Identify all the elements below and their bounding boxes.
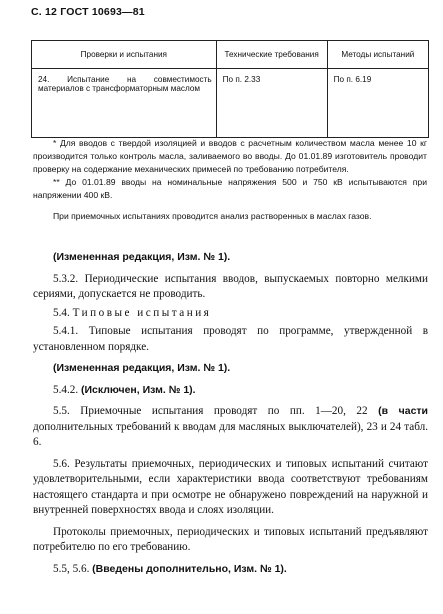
edition-note: (Измененная редакция, Изм. № 1). [53, 251, 231, 263]
footnotes [33, 137, 427, 223]
paragraph-5-6: 5.6. Результаты приемочных, периодических и типовых испытаний считают удовлетворительными, если характеристики ввода соответствуют требованиям настоящего стандарта и при осмотре не обнаружено повреждений на наружной и внутренней поверхностях ввода и слоях изоляции. [33, 457, 428, 516]
table-header-row [32, 41, 429, 69]
table-row [32, 69, 429, 138]
clause-note: (Введены дополнительно, Изм. № 1). [92, 562, 287, 575]
paragraph-final-note [33, 562, 428, 578]
paragraph-5-4-1: 5.4.1. Типовые испытания проводят по программе, утвержденной в установленном порядке. [33, 325, 428, 353]
column-header: Методы испытаний [327, 41, 428, 69]
paragraph-protocols: Протоколы приемочных, периодических и типовых испытаний предъявляют потребителю по его требованию. [33, 525, 428, 553]
table-cell: По п. 2.33 [216, 69, 327, 138]
footnote: * Для вводов с твердой изоляцией и вводов с расчетным количеством масла менее 10 кг производится только контроль масла, заливаемого во вводы. До 01.01.89 изготовитель проводит проверку на содержание механических примесей по требованию потребителя. [33, 138, 427, 174]
requirements-table [31, 40, 429, 138]
clause-number: 5.5, 5.6. [53, 562, 90, 575]
column-header: Технические требования [216, 41, 327, 69]
clause-number: 5.4. [53, 306, 70, 319]
edition-note: (Измененная редакция, Изм. № 1). [53, 362, 231, 374]
section-title: Типовые испытания [72, 306, 212, 319]
table-cell: 24. Испытание на совместимость материалов с трансформаторным маслом [32, 69, 217, 138]
clause-note: (Исключен, Изм. № 1). [80, 383, 196, 396]
footnote: ** До 01.01.89 вводы на номинальные напряжения 500 и 750 кВ испытываются при напряжении 400 кВ. [33, 177, 427, 200]
paragraph-5-4-2 [33, 383, 428, 399]
footnote: При приемочных испытаниях проводится анализ растворенных в маслах газов. [53, 211, 372, 221]
column-header: Проверки и испытания [32, 41, 217, 69]
paragraph-5-3-2: 5.3.2. Периодические испытания вводов, выпускаемых повторно мелкими сериями, допускается не проводить. [33, 272, 428, 300]
clause-number: 5.4.2. [53, 383, 79, 396]
heading-5-4 [33, 306, 428, 322]
paragraph-5-5: 5.5. Приемочные испытания проводят по пп. 1—20, 22 (в части дополнительных требований к вводам для масляных выключателей), 23 и 24 табл. 6. [33, 405, 429, 448]
page-header: С. 12 ГОСТ 10693—81 [31, 6, 145, 18]
main-text [33, 250, 428, 577]
table-cell: По п. 6.19 [327, 69, 428, 138]
bold-fragment: (в части [378, 405, 429, 417]
